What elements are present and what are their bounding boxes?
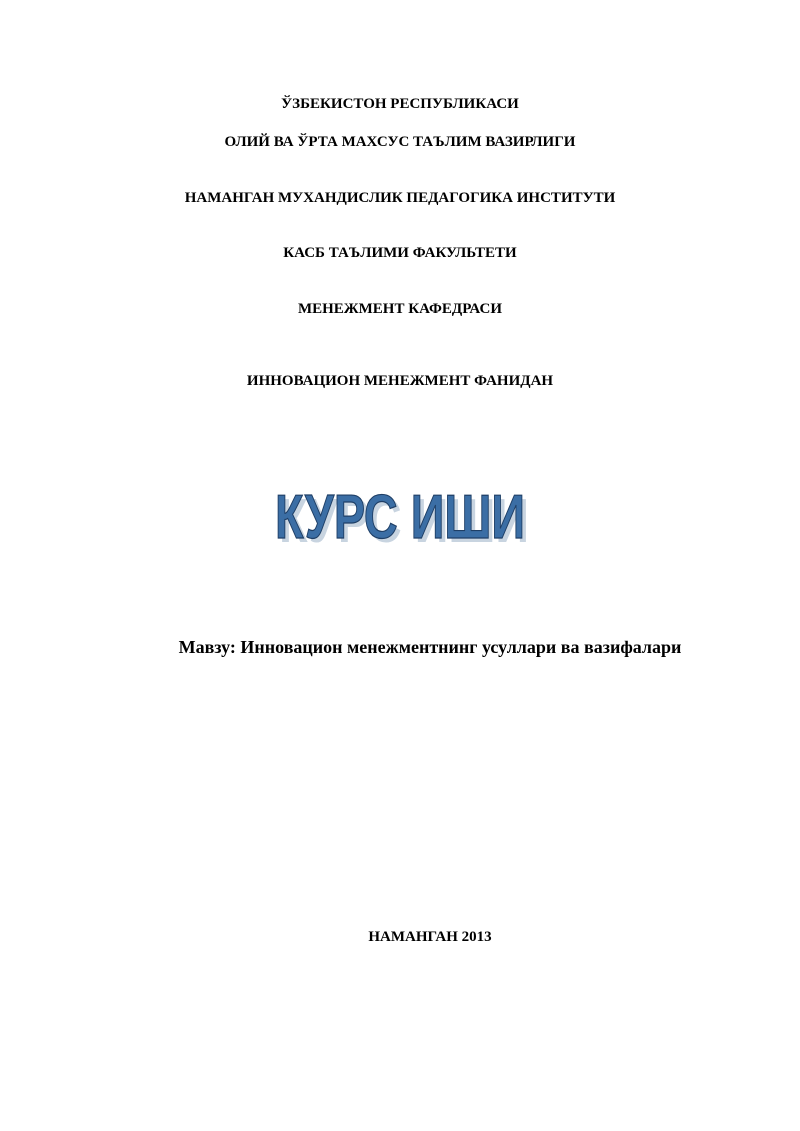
institute-heading: НАМАНГАН МУХАНДИСЛИК ПЕДАГОГИКА ИНСТИТУТИ — [184, 190, 616, 206]
country-heading: ЎЗБЕКИСТОН РЕСПУБЛИКАСИ — [281, 96, 519, 112]
city-year: НАМАНГАН 2013 — [368, 929, 492, 945]
wordart-title-text: КУРС ИШИ — [275, 483, 525, 552]
topic-line: Мавзу: Инновацион менежментнинг усуллари ва вазифалари — [178, 637, 682, 657]
subject-heading: ИННОВАЦИОН МЕНЕЖМЕНТ ФАНИДАН — [246, 373, 554, 389]
wordart-title — [0, 470, 800, 560]
wordart-title-graphic — [250, 470, 550, 560]
wordart-title-shadow: КУРС ИШИ — [279, 487, 529, 556]
faculty-heading: КАСБ ТАЪЛИМИ ФАКУЛЬТЕТИ — [283, 245, 517, 261]
department-heading: МЕНЕЖМЕНТ КАФЕДРАСИ — [297, 301, 503, 317]
ministry-heading: ОЛИЙ ВА ЎРТА МАХСУС ТАЪЛИМ ВАЗИРЛИГИ — [224, 134, 576, 150]
